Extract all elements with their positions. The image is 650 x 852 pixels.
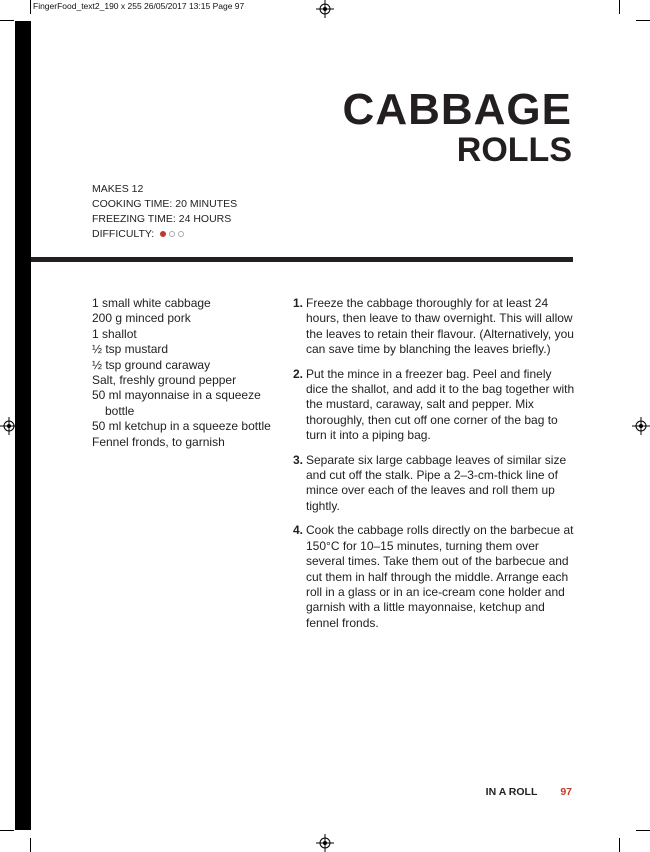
method-step — [293, 523, 575, 631]
crop-mark — [30, 0, 31, 14]
makes-text: MAKES 12 — [92, 183, 144, 195]
freezing-time-text: FREEZING TIME: 24 HOURS — [92, 213, 232, 225]
registration-mark-icon — [316, 0, 334, 18]
crop-mark — [30, 838, 31, 852]
method-step — [293, 453, 575, 515]
page-edge-bar — [15, 21, 31, 830]
step-number: 3. — [293, 452, 304, 467]
step-number: 4. — [293, 523, 304, 538]
difficulty-dot-icon — [169, 231, 175, 237]
ingredient-item: Salt, freshly ground pepper — [92, 373, 237, 388]
difficulty-dot-icon — [160, 231, 166, 237]
difficulty-label: DIFFICULTY: — [92, 228, 155, 240]
step-number: 1. — [293, 296, 304, 310]
title-line-1: CABBAGE — [342, 85, 572, 134]
ingredient-item: Fennel fronds, to garnish — [92, 434, 225, 449]
recipe-title — [342, 85, 572, 169]
print-slug: FingerFood_text2_190 x 255 26/05/2017 13:15 Page 97 — [33, 1, 245, 11]
ingredient-item: 1 shallot — [92, 326, 137, 341]
ingredient-item: 1 small white cabbage — [92, 296, 211, 310]
registration-mark-icon — [632, 417, 650, 435]
ingredient-item: ½ tsp ground caraway — [92, 357, 211, 372]
crop-mark — [0, 830, 14, 831]
method-steps — [293, 296, 575, 640]
crop-mark — [0, 20, 14, 21]
difficulty-dot-icon — [178, 231, 184, 237]
title-line-2: ROLLS — [456, 131, 572, 169]
step-text: Freeze the cabbage thoroughly for at least 24 hours, then leave to thaw overnight. This will allow the leaves to retain their flavour. (Alternatively, you can save time by blanching the leaves briefly.) — [306, 296, 574, 357]
section-divider — [31, 257, 573, 262]
ingredient-item: 200 g minced pork — [92, 311, 191, 326]
ingredient-item: ½ tsp mustard — [92, 342, 169, 357]
page-number: 97 — [560, 786, 572, 798]
crop-mark — [636, 830, 650, 831]
registration-mark-icon — [316, 834, 334, 852]
cooking-time-text: COOKING TIME: 20 MINUTES — [92, 198, 238, 210]
page-footer — [486, 786, 572, 798]
crop-mark — [619, 0, 620, 14]
step-text: Put the mince in a freezer bag. Peel and finely dice the shallot, and add it to the bag together with the mustard, caraway, salt and pepper. Mix thoroughly, then cut off one corner of the bag to turn it into a piping bag. — [306, 366, 575, 443]
crop-mark — [636, 20, 650, 21]
section-name: IN A ROLL — [485, 786, 538, 798]
method-step — [293, 367, 575, 444]
crop-mark — [619, 838, 620, 852]
method-step — [293, 296, 575, 358]
ingredient-item: 50 ml ketchup in a squeeze bottle — [92, 419, 271, 434]
step-text: Separate six large cabbage leaves of similar size and cut off the stalk. Pipe a 2–3-cm-thick line of mince over each of the leaves and roll them up tightly. — [306, 452, 567, 513]
step-number: 2. — [293, 366, 304, 381]
difficulty-rating — [157, 228, 184, 240]
ingredient-item: 50 ml mayonnaise in a squeeze bottle — [92, 388, 261, 418]
step-text: Cook the cabbage rolls directly on the barbecue at 150°C for 10–15 minutes, turning them over several times. Take them out of the barbecue and cut them in half through the middle. Arrange each roll in a glass or in an ice-cream cone holder and garnish with a little mayonnaise, ketchup and fennel fronds. — [306, 523, 574, 630]
ingredients-list — [92, 296, 282, 450]
difficulty-row — [92, 227, 237, 242]
recipe-meta — [92, 182, 237, 242]
